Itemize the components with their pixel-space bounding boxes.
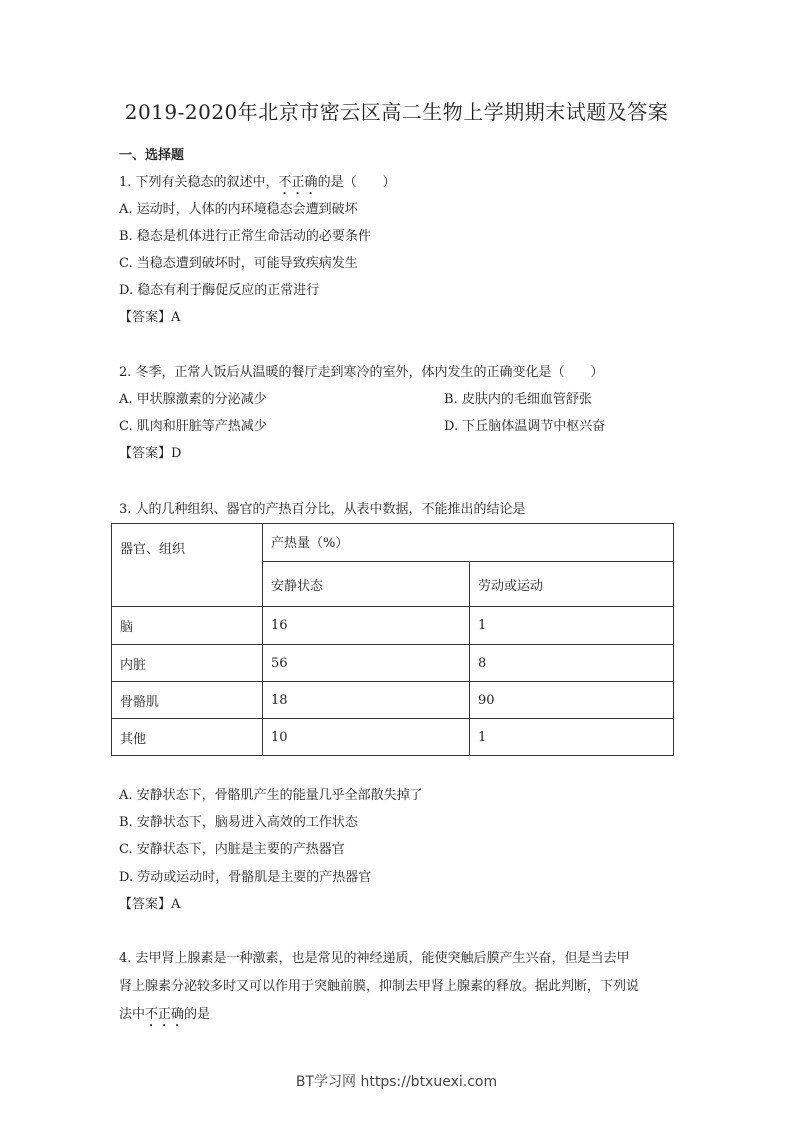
q1-option-a: A. 运动时，人体的内环境稳态会遭到破坏 bbox=[119, 202, 358, 217]
heat-production-table bbox=[111, 523, 674, 756]
q3-option-b: B. 安静状态下，脑易进入高效的工作状态 bbox=[119, 815, 358, 830]
table-cell-organ: 其他 bbox=[112, 719, 263, 756]
page-title: 2019-2020年北京市密云区高二生物上学期期末试题及答案 bbox=[124, 100, 669, 124]
table-header-organ: 器官、组织 bbox=[112, 524, 263, 607]
table-cell-active: 8 bbox=[470, 645, 674, 682]
q1-option-d: D. 稳态有利于酶促反应的正常进行 bbox=[119, 283, 320, 298]
q3-option-c: C. 安静状态下，内脏是主要的产热器官 bbox=[119, 842, 345, 857]
table-row bbox=[112, 607, 674, 645]
table-cell-rest: 18 bbox=[263, 682, 470, 719]
q2-answer: 【答案】D bbox=[119, 446, 182, 461]
table-row bbox=[112, 682, 674, 719]
table-header-heat: 产热量（%） bbox=[263, 524, 674, 562]
footer-watermark: BT学习网 https://btxuexi.com bbox=[295, 1074, 498, 1090]
table-row bbox=[112, 719, 674, 756]
q1-option-b: B. 稳态是机体进行正常生命活动的必要条件 bbox=[119, 229, 371, 244]
q2-option-b: B. 皮肤内的毛细血管舒张 bbox=[444, 392, 592, 407]
table-cell-organ: 脑 bbox=[112, 607, 263, 645]
section-heading: 一、选择题 bbox=[119, 148, 185, 163]
q1-answer: 【答案】A bbox=[119, 310, 181, 325]
table-cell-rest: 16 bbox=[263, 607, 470, 645]
q4-line-3 bbox=[119, 1003, 210, 1030]
q3-option-d: D. 劳动或运动时，骨骼肌是主要的产热器官 bbox=[119, 870, 372, 885]
q3-option-a: A. 安静状态下，骨骼肌产生的能量几乎全部散失掉了 bbox=[119, 788, 423, 803]
q1-stem-pre: 1. 下列有关稳态的叙述中， bbox=[119, 175, 279, 190]
q4-line-3-emphasis: 不正确 bbox=[145, 1007, 185, 1022]
q4-line-1: 4. 去甲肾上腺素是一种激素，也是常见的神经递质，能使突触后膜产生兴奋，但是当去甲 bbox=[119, 951, 630, 966]
q1-stem-emphasis: 不正确 bbox=[278, 175, 318, 190]
q3-stem: 3. 人的几种组织、器官的产热百分比，从表中数据，不能推出的结论是 bbox=[119, 502, 526, 517]
table-cell-organ: 骨骼肌 bbox=[112, 682, 263, 719]
q2-option-c: C. 肌肉和肝脏等产热减少 bbox=[119, 419, 267, 434]
table-header-active: 劳动或运动 bbox=[470, 562, 674, 607]
q2-stem: 2. 冬季，正常人饭后从温暖的餐厅走到寒冷的室外，体内发生的正确变化是（ ） bbox=[119, 365, 604, 380]
q1-stem bbox=[119, 171, 396, 198]
table-cell-rest: 56 bbox=[263, 645, 470, 682]
table-header-rest: 安静状态 bbox=[263, 562, 470, 607]
table-cell-rest: 10 bbox=[263, 719, 470, 756]
q4-line-3-post: 的是 bbox=[184, 1007, 211, 1022]
table-cell-active: 1 bbox=[470, 719, 674, 756]
q2-option-d: D. 下丘脑体温调节中枢兴奋 bbox=[444, 419, 606, 434]
table-cell-active: 90 bbox=[470, 682, 674, 719]
q1-option-c: C. 当稳态遭到破坏时，可能导致疾病发生 bbox=[119, 256, 358, 271]
q4-line-3-pre: 法中 bbox=[119, 1007, 146, 1022]
table-cell-active: 1 bbox=[470, 607, 674, 645]
table-cell-organ: 内脏 bbox=[112, 645, 263, 682]
table-row bbox=[112, 645, 674, 682]
q3-answer: 【答案】A bbox=[119, 897, 181, 912]
q4-line-2: 肾上腺素分泌较多时又可以作用于突触前膜，抑制去甲肾上腺素的释放。据此判断，下列说 bbox=[119, 979, 640, 994]
q2-option-a: A. 甲状腺激素的分泌减少 bbox=[119, 392, 267, 407]
q1-stem-post: 的是（ ） bbox=[317, 175, 396, 190]
